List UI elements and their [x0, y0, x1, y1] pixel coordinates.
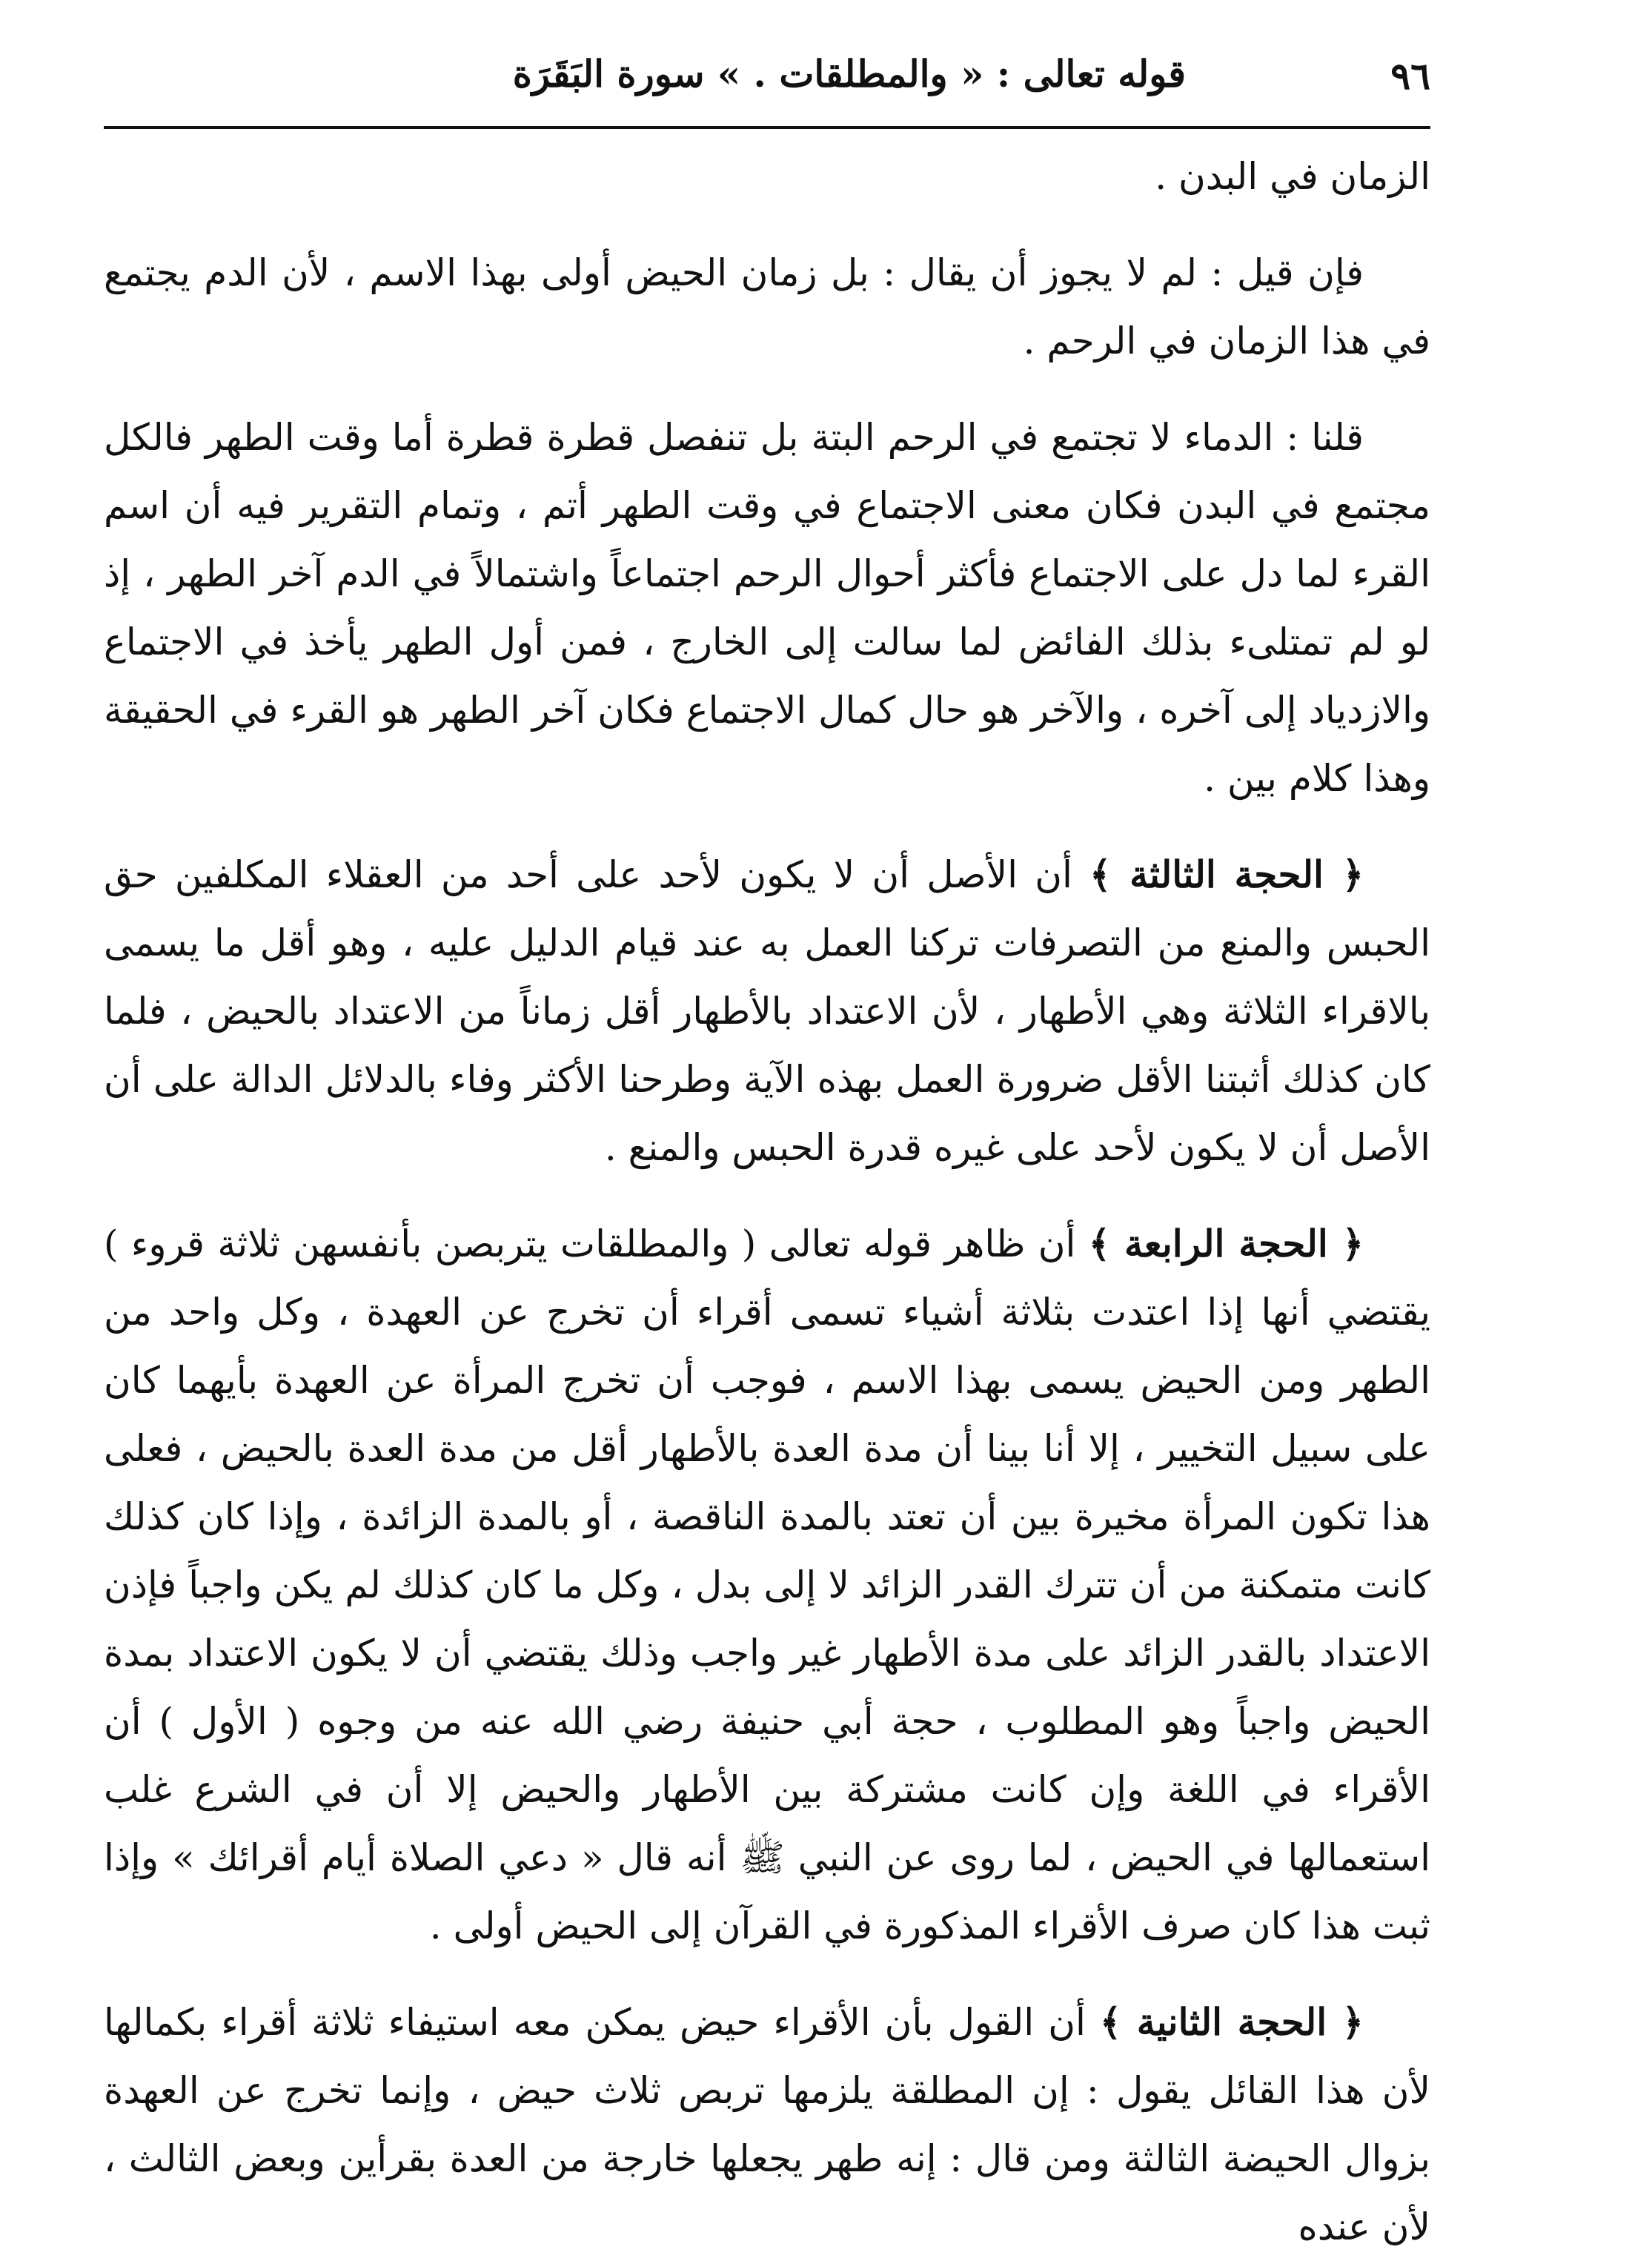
page-number: ٩٦: [1390, 54, 1430, 98]
section-heading: ﴿ الحجة الثانية ﴾: [1099, 2000, 1364, 2044]
paragraph-2: [104, 239, 1430, 375]
paragraph-4: [104, 841, 1430, 1182]
body-text: [104, 142, 1430, 2261]
running-header: [104, 44, 1430, 129]
paragraph-1: [104, 142, 1430, 211]
paragraph-3: [104, 403, 1430, 812]
section-heading: ﴿ الحجة الرابعة ﴾: [1088, 1222, 1364, 1265]
paragraph-text: الزمان في البدن .: [1155, 155, 1430, 198]
paragraph-text: أن الأصل أن لا يكون لأحد على أحد من العقلاء المكلفين حق الحبس والمنع من التصرفات تركنا العمل به عند قيام الدليل عليه ، وهو أقل ما يسمى بالاقراء الثلاثة وهي الأطهار ، لأن الاعتداد بالأطهار أقل زماناً من الاعتداد بالحيض ، فلما كان كذلك أثبتنا الأقل ضرورة العمل بهذه الآية وطرحنا الأكثر وفاء بالدلائل الدالة على أن الأصل أن لا يكون لأحد على غيره قدرة الحبس والمنع .: [104, 853, 1430, 1169]
section-heading: ﴿ الحجة الثالثة ﴾: [1089, 853, 1364, 896]
paragraph-text: أن القول بأن الأقراء حيض يمكن معه استيفاء ثلاثة أقراء بكمالها لأن هذا القائل يقول : إن المطلقة يلزمها تربص ثلاث حيض ، وإنما تخرج عن العهدة بزوال الحيضة الثالثة ومن قال : إنه طهر يجعلها خارجة من العدة بقرأين وبعض الثالث ، لأن عنده: [104, 2001, 1430, 2248]
running-title: قوله تعالى : « والمطلقات . » سورة البَقَرَة: [512, 52, 1186, 96]
paragraph-6: [104, 1988, 1430, 2261]
paragraph-text: قلنا : الدماء لا تجتمع في الرحم البتة بل تنفصل قطرة قطرة أما وقت الطهر فالكل مجتمع في البدن فكان معنى الاجتماع في وقت الطهر أتم ، وتمام التقرير فيه أن اسم القرء لما دل على الاجتماع فأكثر أحوال الرحم اجتماعاً واشتمالاً في الدم آخر الطهر ، إذ لو لم تمتلىء بذلك الفائض لما سالت إلى الخارج ، فمن أول الطهر يأخذ في الاجتماع والازدياد إلى آخره ، والآخر هو حال كمال الاجتماع فكان آخر الطهر هو القرء في الحقيقة وهذا كلام بين .: [104, 416, 1430, 800]
paragraph-5: [104, 1210, 1430, 1960]
book-page: [104, 44, 1430, 2248]
paragraph-text: فإن قيل : لم لا يجوز أن يقال : بل زمان الحيض أولى بهذا الاسم ، لأن الدم يجتمع في هذا الزمان في الرحم .: [104, 251, 1430, 363]
paragraph-text: أن ظاهر قوله تعالى ( والمطلقات يتربصن بأنفسهن ثلاثة قروء ) يقتضي أنها إذا اعتدت بثلاثة أشياء تسمى أقراء أن تخرج عن العهدة ، وكل واحد من الطهر ومن الحيض يسمى بهذا الاسم ، فوجب أن تخرج المرأة عن العهدة بأيهما كان على سبيل التخيير ، إلا أنا بينا أن مدة العدة بالأطهار أقل من مدة العدة بالحيض ، فعلى هذا تكون المرأة مخيرة بين أن تعتد بالمدة الناقصة ، أو بالمدة الزائدة ، وإذا كان كذلك كانت متمكنة من أن تترك القدر الزائد لا إلى بدل ، وكل ما كان كذلك لم يكن واجباً فإذن الاعتداد بالقدر الزائد على مدة الأطهار غير واجب وذلك يقتضي أن لا يكون الاعتداد بمدة الحيض واجباً وهو المطلوب ، حجة أبي حنيفة رضي الله عنه من وجوه ( الأول ) أن الأقراء في اللغة وإن كانت مشتركة بين الأطهار والحيض إلا أن في الشرع غلب استعمالها في الحيض ، لما روى عن النبي ﷺ أنه قال « دعي الصلاة أيام أقرائك » وإذا ثبت هذا كان صرف الأقراء المذكورة في القرآن إلى الحيض أولى .: [104, 1222, 1430, 1947]
